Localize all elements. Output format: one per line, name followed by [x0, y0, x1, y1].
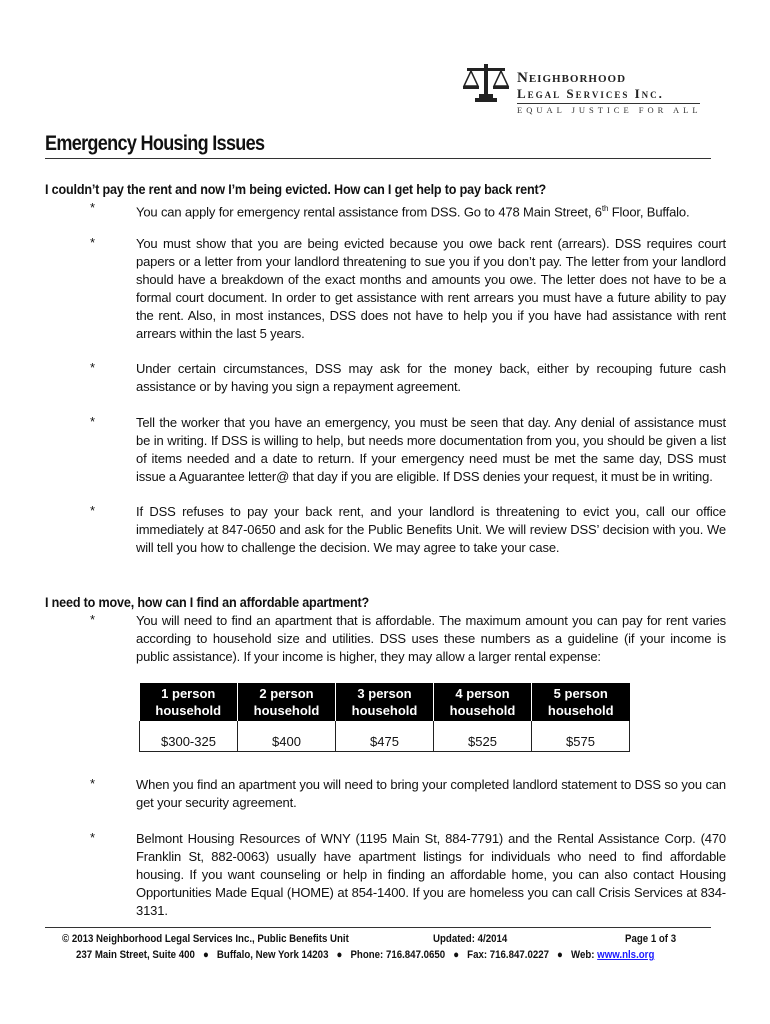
list-item-text: If DSS refuses to pay your back rent, and your landlord is threatening to evict you, call our office immediately at 847-0650 and ask for the Public Benefits Unit. We will review DSS’ decision with you. We will tell you how to challenge the decision. We may agree to take your case.	[136, 504, 726, 555]
table-header-cell: 1 person household	[140, 683, 238, 721]
table-cell: $525	[434, 731, 532, 752]
bullet-marker: *	[90, 360, 96, 375]
table-cell: $300-325	[140, 731, 238, 752]
section-2-question: I need to move, how can I find an affordable apartment?	[45, 594, 370, 610]
footer-city: Buffalo, New York 14203	[216, 949, 329, 961]
list-item-text: When you find an apartment you will need to bring your completed landlord statement to DSS so you can get your security agreement.	[136, 777, 726, 810]
table-row	[140, 731, 630, 752]
bullet-icon: ●	[557, 949, 563, 961]
rent-guideline-table	[139, 683, 630, 752]
list-item-text: Belmont Housing Resources of WNY (1195 Main St, 884-7791) and the Rental Assistance Corp. (470 Franklin St, 882-0063) usually have apartment listings for individuals who need to find affordable housing. If you want counseling or help in finding an affordable home, you can also contact Housing Opportunities Made Equal (HOME) at 854-1400. If you are homeless you can call Crisis Services at 834-3131.	[136, 831, 726, 918]
footer-phone: Phone: 716.847.0650	[350, 949, 446, 961]
footer-address: 237 Main Street, Suite 400	[76, 949, 195, 961]
bullet-marker: *	[90, 235, 96, 250]
table-header-cell: 4 person household	[434, 683, 532, 721]
table-spacer-row	[140, 721, 630, 731]
footer-divider	[45, 927, 711, 928]
bullet-marker: *	[90, 200, 96, 215]
table-header-cell: 2 person household	[238, 683, 336, 721]
bullet-marker: *	[90, 830, 96, 845]
logo-line-2: Legal Services Inc.	[517, 86, 664, 101]
table-header-row	[140, 683, 630, 721]
scales-of-justice-icon	[461, 62, 511, 106]
website-link[interactable]: www.nls.org	[597, 949, 655, 961]
logo-tagline: EQUAL JUSTICE FOR ALL	[517, 105, 702, 115]
bullet-marker: *	[90, 776, 96, 791]
footer-contact-line	[76, 949, 654, 961]
list-item-text: You can apply for emergency rental assistance from DSS. Go to 478 Main Street, 6th Floor, Buffalo.	[136, 204, 690, 220]
table-cell: $400	[238, 731, 336, 752]
footer-fax: Fax: 716.847.0227	[467, 949, 549, 961]
list-item-text: Tell the worker that you have an emergency, you must be seen that day. Any denial of assistance must be in writing. If DSS is willing to help, but needs more documentation from you, you should be given a list of items needed and a date to return. If your emergency need must be met the same day, DSS must issue a Aguarantee letter@ that day if you are eligible. If DSS denies your request, it must be in writing.	[136, 415, 726, 484]
title-divider	[45, 158, 711, 159]
bullet-marker: *	[90, 503, 96, 518]
section-1-question: I couldn’t pay the rent and now I’m being evicted. How can I get help to pay back rent?	[45, 181, 547, 197]
bullet-marker: *	[90, 414, 96, 429]
footer-page-number: Page 1 of 3	[625, 933, 677, 945]
logo-line-1: Neighborhood	[517, 70, 627, 86]
bullet-icon: ●	[336, 949, 343, 961]
footer-web-label: Web:	[570, 949, 595, 961]
list-item-text: You must show that you are being evicted because you owe back rent (arrears). DSS requires court papers or a letter from your landlord threatening to sue you if you don’t pay. The letter from your landlord should have a breakdown of the exact months and amounts you owe. The letter does not have to be a formal court document. In order to get assistance with rent arrears you must have a future ability to pay the rent. Also, in most instances, DSS does not have to help you if you have had assistance with rent arrears within the last 5 years.	[136, 236, 726, 341]
nls-logo	[461, 60, 701, 120]
bullet-icon: ●	[453, 949, 460, 961]
table-cell: $575	[532, 731, 630, 752]
table-cell: $475	[336, 731, 434, 752]
table-header-cell: 5 person household	[532, 683, 630, 721]
bullet-marker: *	[90, 612, 96, 627]
list-item-text: Under certain circumstances, DSS may ask for the money back, either by recouping future cash assistance or by having you sign a repayment agreement.	[136, 361, 726, 394]
table-header-cell: 3 person household	[336, 683, 434, 721]
footer-copyright: © 2013 Neighborhood Legal Services Inc., Public Benefits Unit	[62, 933, 349, 945]
list-item-text: You will need to find an apartment that is affordable. The maximum amount you can pay for rent varies according to household size and utilities. DSS uses these numbers as a guideline (if your income is public assistance). If your income is higher, they may allow a larger rental expense:	[136, 613, 726, 664]
page-title: Emergency Housing Issues	[45, 132, 265, 155]
footer-updated: Updated: 4/2014	[433, 933, 508, 945]
bullet-icon: ●	[202, 949, 209, 961]
logo-divider	[517, 103, 700, 104]
